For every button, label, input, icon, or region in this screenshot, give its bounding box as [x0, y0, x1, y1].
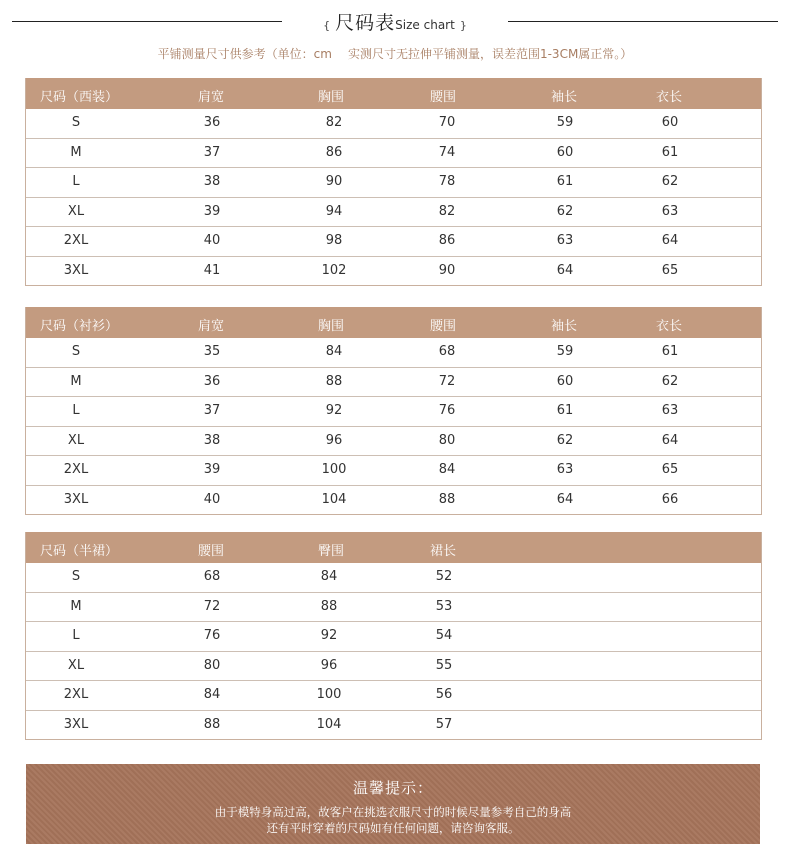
measurement-cell: 40	[203, 491, 221, 507]
size-label-cell: 2XL	[63, 233, 89, 248]
column-header: 腰围	[430, 90, 457, 105]
measurement-cell: 38	[203, 174, 221, 189]
measurement-cell: 53	[435, 598, 453, 614]
measurement-cell: 100	[316, 687, 342, 702]
table-row	[26, 651, 761, 681]
suit-size-table	[25, 78, 762, 286]
measurement-cell: 62	[556, 432, 574, 448]
column-header: 肩宽	[198, 319, 225, 334]
size-label-cell: XL	[67, 203, 85, 219]
size-label-cell: XL	[67, 432, 85, 448]
column-header: 衣长	[656, 319, 683, 334]
measurement-cell: 64	[661, 432, 679, 448]
column-header: 裙长	[430, 544, 457, 559]
measurement-cell: 90	[438, 262, 456, 278]
column-header: 胸围	[318, 319, 345, 334]
size-label-cell: L	[72, 174, 80, 189]
size-label-cell: S	[71, 115, 81, 130]
title-row	[0, 0, 790, 40]
measurement-cell: 84	[325, 344, 343, 359]
size-label-cell: S	[71, 344, 81, 359]
table-row	[26, 367, 761, 397]
measurement-cell: 52	[435, 569, 453, 584]
table-row	[26, 485, 761, 515]
measurement-cell: 61	[556, 403, 574, 418]
measurement-cell: 98	[325, 233, 343, 248]
measurement-cell: 72	[203, 598, 221, 614]
measurement-cell: 100	[321, 462, 347, 477]
measurement-cell: 63	[556, 233, 574, 248]
measurement-cell: 63	[661, 403, 679, 418]
measurement-cell: 74	[438, 144, 456, 160]
measurement-cell: 59	[556, 115, 574, 130]
table-row	[26, 710, 761, 740]
measurement-cell: 38	[203, 432, 221, 448]
table-row	[26, 396, 761, 426]
table-row	[26, 621, 761, 651]
shirt-size-table	[25, 307, 762, 515]
table-row	[26, 680, 761, 710]
table-header-row	[26, 532, 761, 563]
measurement-cell: 82	[325, 115, 343, 130]
measurement-cell: 39	[203, 462, 221, 477]
measurement-cell: 37	[203, 144, 221, 160]
table-row	[26, 256, 761, 286]
measurement-cell: 78	[438, 174, 456, 189]
measurement-cell: 62	[661, 373, 679, 389]
measurement-cell: 84	[203, 687, 221, 702]
table-row	[26, 563, 761, 592]
measurement-cell: 68	[438, 344, 456, 359]
size-label-cell: 2XL	[63, 462, 89, 477]
measurement-cell: 65	[661, 462, 679, 477]
measurement-cell: 72	[438, 373, 456, 389]
measurement-cell: 37	[203, 403, 221, 418]
measurement-cell: 80	[438, 432, 456, 448]
measurement-cell: 62	[661, 174, 679, 189]
size-label-cell: L	[72, 628, 80, 643]
measurement-cell: 102	[321, 262, 347, 278]
size-label-cell: 3XL	[63, 491, 89, 507]
note-part1: 平铺测量尺寸供参考（单位：cm	[157, 47, 332, 61]
measurement-cell: 96	[320, 657, 338, 673]
size-label-cell: M	[70, 373, 82, 389]
measurement-cell: 36	[203, 373, 221, 389]
note-part2: 实测尺寸无拉伸平铺测量，误差范围1-3CM属正常。）	[347, 47, 633, 61]
measurement-cell: 104	[321, 491, 347, 507]
measurement-cell: 55	[435, 657, 453, 673]
table-row	[26, 592, 761, 622]
title-brace-open: {	[323, 19, 331, 32]
measurement-cell: 64	[556, 491, 574, 507]
measurement-cell: 64	[661, 233, 679, 248]
measurement-cell: 59	[556, 344, 574, 359]
measurement-cell: 86	[325, 144, 343, 160]
tips-line-1: 由于模特身高过高，故客户在挑选衣服尺寸的时候尽量参考自己的身高	[214, 805, 572, 819]
column-header: 臀围	[318, 544, 345, 559]
column-header: 衣长	[656, 90, 683, 105]
measurement-cell: 86	[438, 233, 456, 248]
size-label-cell: XL	[67, 657, 85, 673]
size-label-cell: 2XL	[63, 687, 89, 702]
size-label-cell: 3XL	[63, 262, 89, 278]
measurement-cell: 66	[661, 491, 679, 507]
measurement-cell: 63	[556, 462, 574, 477]
measurement-cell: 60	[661, 115, 679, 130]
size-label-cell: L	[72, 403, 80, 418]
measurement-cell: 88	[438, 491, 456, 507]
measurement-cell: 92	[325, 403, 343, 418]
measurement-cell: 96	[325, 432, 343, 448]
table-header-row	[26, 78, 761, 109]
size-label-cell: M	[70, 598, 82, 614]
size-label-cell: 3XL	[63, 716, 89, 732]
measurement-cell: 94	[325, 203, 343, 219]
column-header: 腰围	[430, 319, 457, 334]
measurement-cell: 61	[556, 174, 574, 189]
title-en: Size chart	[395, 18, 455, 32]
measurement-cell: 61	[661, 344, 679, 359]
measurement-cell: 70	[438, 115, 456, 130]
measurement-cell: 61	[661, 144, 679, 160]
measurement-cell: 90	[325, 174, 343, 189]
size-label-cell: S	[71, 569, 81, 584]
table-row	[26, 426, 761, 456]
measurement-cell: 88	[320, 598, 338, 614]
title-brace-close: }	[459, 19, 467, 32]
table-header-row	[26, 307, 761, 338]
page-title	[0, 8, 790, 35]
table-row	[26, 226, 761, 256]
measurement-cell: 76	[203, 628, 221, 643]
measurement-cell: 76	[438, 403, 456, 418]
column-header: 袖长	[551, 319, 578, 334]
skirt-size-table	[25, 532, 762, 740]
measurement-cell: 68	[203, 569, 221, 584]
column-header: 腰围	[198, 544, 225, 559]
measurement-cell: 36	[203, 115, 221, 130]
title-zh: 尺码表	[335, 12, 396, 34]
column-header: 胸围	[318, 90, 345, 105]
column-header: 尺码（半裙）	[40, 544, 119, 559]
table-row	[26, 109, 761, 138]
table-row	[26, 167, 761, 197]
measurement-cell: 54	[435, 628, 453, 643]
measurement-cell: 57	[435, 716, 453, 732]
measurement-cell: 88	[325, 373, 343, 389]
measurement-cell: 92	[320, 628, 338, 643]
measurement-cell: 35	[203, 344, 221, 359]
measurement-cell: 104	[316, 716, 342, 732]
size-label-cell: M	[70, 144, 82, 160]
measurement-cell: 40	[203, 233, 221, 248]
tips-panel	[26, 764, 760, 844]
table-row	[26, 338, 761, 367]
column-header: 袖长	[551, 90, 578, 105]
column-header: 肩宽	[198, 90, 225, 105]
table-row	[26, 138, 761, 168]
column-header: 尺码（西装）	[40, 90, 119, 105]
measurement-cell: 88	[203, 716, 221, 732]
measurement-note	[0, 45, 790, 62]
table-row	[26, 197, 761, 227]
tips-line-2: 还有平时穿着的尺码如有任何问题，请咨询客服。	[266, 821, 520, 835]
measurement-cell: 65	[661, 262, 679, 278]
measurement-cell: 84	[320, 569, 338, 584]
tips-title: 温馨提示：	[352, 779, 433, 797]
table-row	[26, 455, 761, 485]
measurement-cell: 64	[556, 262, 574, 278]
measurement-cell: 41	[203, 262, 221, 278]
measurement-cell: 60	[556, 373, 574, 389]
measurement-cell: 80	[203, 657, 221, 673]
measurement-cell: 82	[438, 203, 456, 219]
measurement-cell: 62	[556, 203, 574, 219]
column-header: 尺码（衬衫）	[40, 319, 119, 334]
measurement-cell: 84	[438, 462, 456, 477]
measurement-cell: 63	[661, 203, 679, 219]
measurement-cell: 56	[435, 687, 453, 702]
measurement-cell: 39	[203, 203, 221, 219]
measurement-cell: 60	[556, 144, 574, 160]
